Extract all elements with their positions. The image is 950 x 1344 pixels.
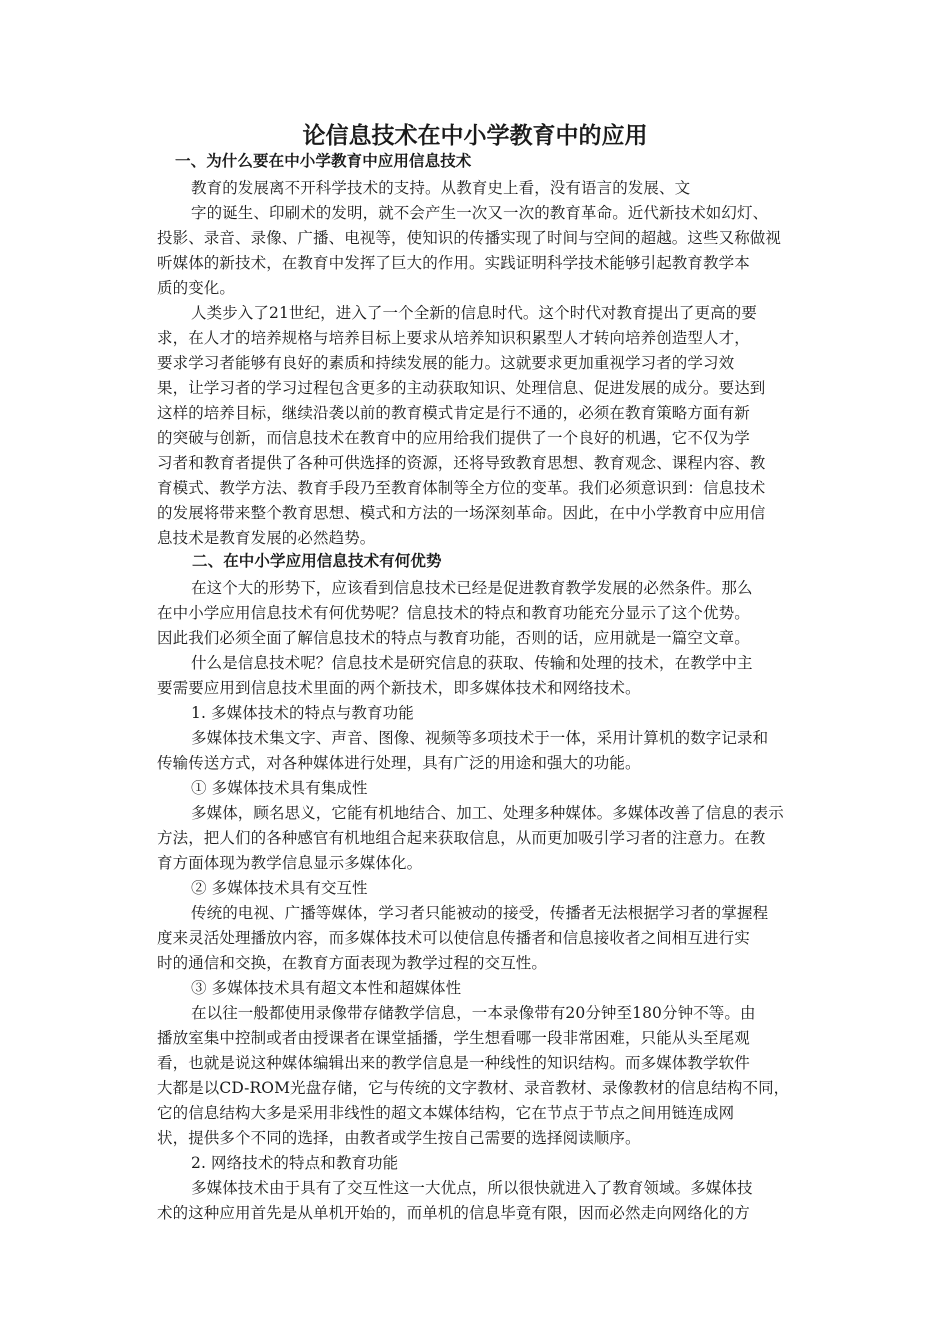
text-line: 这样的培养目标，继续沿袭以前的教育模式肯定是行不通的，必须在教育策略方面有新 xyxy=(157,404,750,422)
text-line: 的发展将带来整个教育思想、模式和方法的一场深刻革命。因此，在中小学教育中应用信 xyxy=(157,504,766,522)
text-line: 多媒体，顾名思义，它能有机地结合、加工、处理多种媒体。多媒体改善了信息的表示 xyxy=(191,804,784,822)
text-line: 习者和教育者提供了各种可供选择的资源，还将导致教育思想、教育观念、课程内容、教 xyxy=(157,454,766,472)
text-line: 在中小学应用信息技术有何优势呢？信息技术的特点和教育功能充分显示了这个优势。 xyxy=(157,604,750,622)
document-title: 论信息技术在中小学教育中的应用 xyxy=(302,123,648,149)
text-line: 看，也就是说这种媒体编辑出来的教学信息是一种线性的知识结构。而多媒体教学软件 xyxy=(157,1054,750,1072)
section-heading-2: 二、在中小学应用信息技术有何优势 xyxy=(192,552,442,570)
text-line: 时的通信和交换，在教育方面表现为教学过程的交互性。 xyxy=(157,954,548,972)
text-line: 息技术是教育发展的必然趋势。 xyxy=(157,529,376,547)
text-line: 什么是信息技术呢？信息技术是研究信息的获取、传输和处理的技术，在教学中主 xyxy=(191,654,753,672)
text-line: 方法，把人们的各种感官有机地组合起来获取信息，从而更加吸引学习者的注意力。在教 xyxy=(157,829,766,847)
text-line: 度来灵活处理播放内容，而多媒体技术可以使信息传播者和信息接收者之间相互进行实 xyxy=(157,929,750,947)
text-line: 求，在人才的培养规格与培养目标上要求从培养知识积累型人才转向培养创造型人才， xyxy=(157,329,750,347)
text-line: 在这个大的形势下，应该看到信息技术已经是促进教育教学发展的必然条件。那么 xyxy=(191,579,753,597)
text-line: 要需要应用到信息技术里面的两个新技术，即多媒体技术和网络技术。 xyxy=(157,679,641,697)
text-line: 它的信息结构大多是采用非线性的超文本媒体结构，它在节点于节点之间用链连成网 xyxy=(157,1104,735,1122)
subheading-1: 1. 多媒体技术的特点与教育功能 xyxy=(191,704,414,722)
text-line: 字的诞生、印刷术的发明，就不会产生一次又一次的教育革命。近代新技术如幻灯、 xyxy=(191,204,769,222)
subheading-2: 2. 网络技术的特点和教育功能 xyxy=(191,1154,399,1172)
text-line: 传输传送方式，对各种媒体进行处理，具有广泛的用途和强大的功能。 xyxy=(157,754,641,772)
text-line: 教育的发展离不开科学技术的支持。从教育史上看，没有语言的发展、文 xyxy=(191,179,691,197)
text-line: 多媒体技术集文字、声音、图像、视频等多项技术于一体，采用计算机的数字记录和 xyxy=(191,729,769,747)
text-line: 因此我们必须全面了解信息技术的特点与教育功能，否则的话，应用就是一篇空文章。 xyxy=(157,629,750,647)
text-line: 传统的电视、广播等媒体，学习者只能被动的接受，传播者无法根据学习者的掌握程 xyxy=(191,904,769,922)
list-item-2: ② 多媒体技术具有交互性 xyxy=(191,879,368,897)
text-line: 人类步入了21世纪，进入了一个全新的信息时代。这个时代对教育提出了更高的要 xyxy=(191,304,757,322)
text-line: 术的这种应用首先是从单机开始的，而单机的信息毕竟有限，因而必然走向网络化的方 xyxy=(157,1204,750,1222)
text-line: 的突破与创新，而信息技术在教育中的应用给我们提供了一个良好的机遇，它不仅为学 xyxy=(157,429,750,447)
text-line: 听媒体的新技术，在教育中发挥了巨大的作用。实践证明科学技术能够引起教育教学本 xyxy=(157,254,750,272)
list-item-1: ① 多媒体技术具有集成性 xyxy=(191,779,368,797)
text-line: 在以往一般都使用录像带存储教学信息，一本录像带有20分钟至180分钟不等。由 xyxy=(191,1004,756,1022)
text-line: 要求学习者能够有良好的素质和持续发展的能力。这就要求更加重视学习者的学习效 xyxy=(157,354,735,372)
text-line: 播放室集中控制或者由授课者在课堂插播，学生想看哪一段非常困难，只能从头至尾观 xyxy=(157,1029,750,1047)
text-line: 多媒体技术由于具有了交互性这一大优点，所以很快就进入了教育领域。多媒体技 xyxy=(191,1179,753,1197)
text-line: 果，让学习者的学习过程包含更多的主动获取知识、处理信息、促进发展的成分。要达到 xyxy=(157,379,766,397)
text-line: 质的变化。 xyxy=(157,279,236,297)
text-line: 投影、录音、录像、广播、电视等，使知识的传播实现了时间与空间的超越。这些又称做视 xyxy=(157,229,782,247)
list-item-3: ③ 多媒体技术具有超文本性和超媒体性 xyxy=(191,979,462,997)
text-line: 状，提供多个不同的选择，由教者或学生按自己需要的选择阅读顺序。 xyxy=(157,1129,641,1147)
section-heading-1: 一、为什么要在中小学教育中应用信息技术 xyxy=(175,152,472,170)
text-line: 育模式、教学方法、教育手段乃至教育体制等全方位的变革。我们必须意识到：信息技术 xyxy=(157,479,766,497)
text-line: 育方面体现为教学信息显示多媒体化。 xyxy=(157,854,423,872)
text-line: 大都是以CD-ROM光盘存储，它与传统的文字教材、录音教材、录像教材的信息结构不同， xyxy=(157,1079,790,1097)
